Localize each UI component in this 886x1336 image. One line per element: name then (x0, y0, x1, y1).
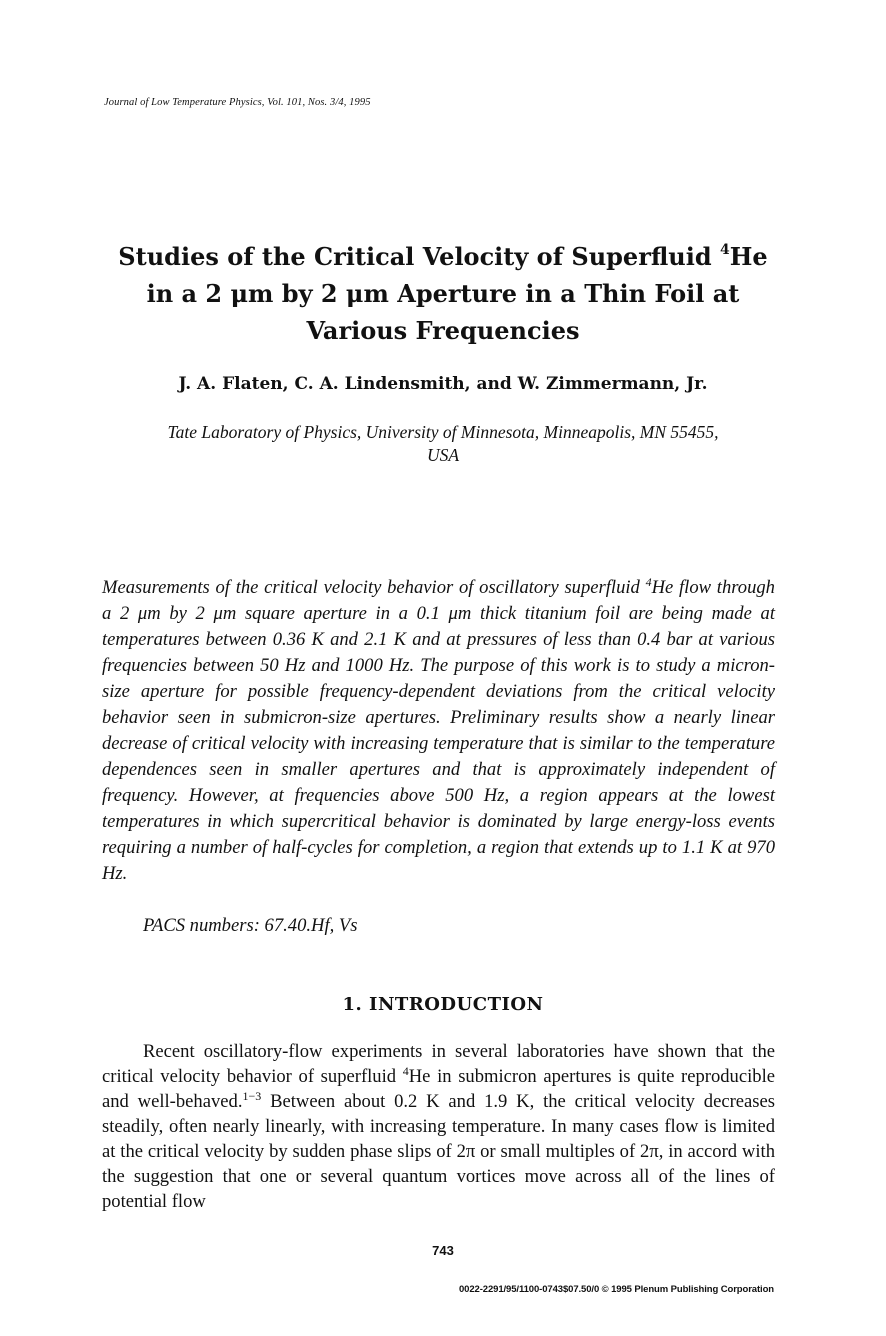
abstract-text-1: Measurements of the critical velocity behavior of oscillatory superfluid (102, 577, 646, 598)
affiliation (100, 421, 786, 467)
title-line-2: in a 2 μm by 2 μm Aperture in a Thin Foil at (146, 279, 740, 308)
title-line-1-suffix: He (729, 242, 768, 271)
copyright-line: 0022-2291/95/1100-0743$07.50/0 © 1995 Plenum Publishing Corporation (458, 1284, 774, 1295)
title-line-1 (60, 238, 826, 275)
intro-superscript-2: 1−3 (242, 1089, 262, 1103)
section-heading-introduction: 1. INTRODUCTION (342, 994, 544, 1015)
intro-text-1: Recent oscillatory-flow experiments in several laboratories have shown that the critical velocity behavior of superfluid (102, 1041, 775, 1087)
introduction-paragraph (102, 1039, 775, 1214)
author-list: J. A. Flaten, C. A. Lindensmith, and W. Zimmermann, Jr. (178, 374, 708, 394)
journal-citation: Journal of Low Temperature Physics, Vol. 101, Nos. 3/4, 1995 (104, 97, 371, 108)
intro-superscript-1: 4 (402, 1064, 409, 1078)
title-superscript: 4 (720, 242, 730, 258)
intro-text-3: Between about 0.2 K and 1.9 K, the critical velocity decreases steadily, often nearly linearly, with increasing temperature. In many cases flow is limited at the critical velocity by sudden phase slips of 2π or small multiples of 2π, in accord with the suggestion that one or several quantum vortices move across all of the lines of potential flow (102, 1091, 776, 1212)
abstract-superscript: 4 (645, 575, 652, 589)
page-number: 743 (432, 1243, 454, 1258)
affiliation-line-1: Tate Laboratory of Physics, University of Minnesota, Minneapolis, MN 55455, (167, 422, 719, 442)
title-line-3: Various Frequencies (306, 316, 580, 345)
abstract-text-2: He flow through a 2 μm by 2 μm square aperture in a 0.1 μm thick titanium foil are being made at temperatures between 0.36 K and 2.1 K and at pressures of less than 0.4 bar at various frequencies between 50 Hz and 1000 Hz. The purpose of this work is to study a micron-size aperture for possible frequency-dependent deviations from the critical velocity behavior seen in submicron-size apertures. Preliminary results show a nearly linear decrease of critical velocity with increasing temperature that is similar to the temperature dependences seen in smaller apertures and that is approximately independent of frequency. However, at frequencies above 500 Hz, a region appears at the lowest temperatures in which supercritical behavior is dominated by large energy-loss events requiring a number of half-cycles for completion, a region that extends up to 1.1 K at 970 Hz. (102, 577, 775, 884)
affiliation-line-2: USA (426, 445, 460, 465)
pacs-numbers: PACS numbers: 67.40.Hf, Vs (143, 915, 358, 936)
paper-title (60, 238, 826, 349)
abstract (102, 575, 775, 887)
intro-text-2: He in submicron apertures is quite reproducible and well-behaved. (102, 1066, 775, 1112)
title-line-1-text: Studies of the Critical Velocity of Superfluid (118, 242, 720, 271)
